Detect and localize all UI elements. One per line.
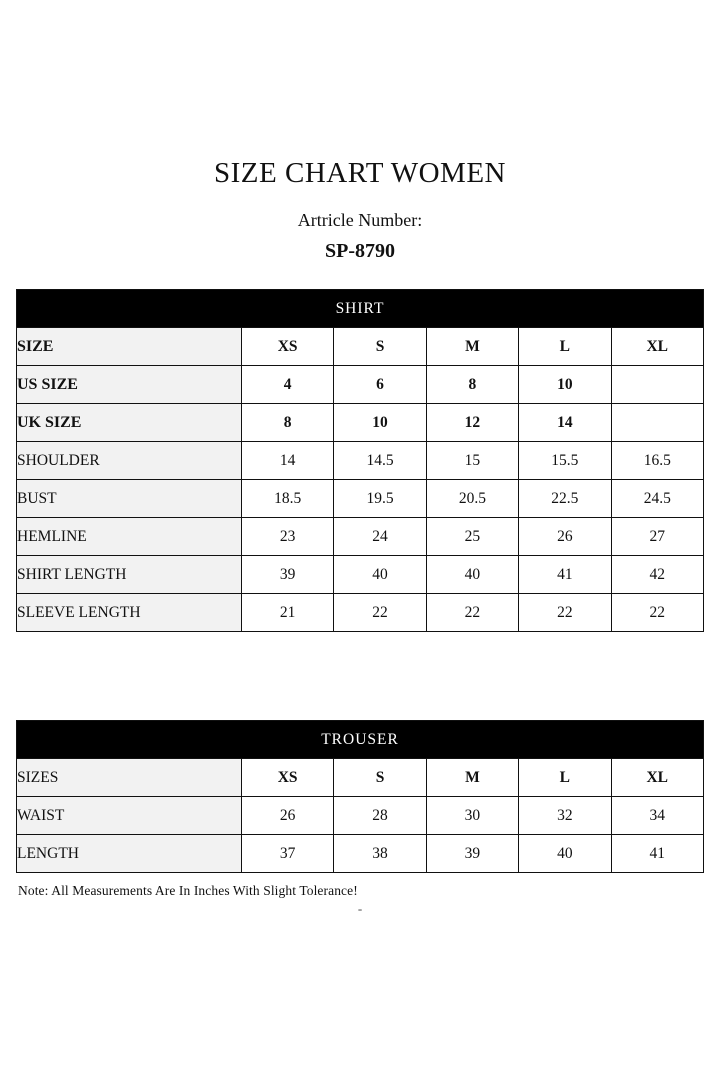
trouser-cell-0-0: 26 [241,797,333,835]
shirt-cell-1-4 [611,404,703,442]
shirt-cell-2-1: 14.5 [334,442,426,480]
shirt-row-label-4: HEMLINE [17,518,242,556]
trouser-cell-1-2: 39 [426,835,518,873]
trouser-banner: TROUSER [17,721,704,759]
shirt-banner: SHIRT [17,290,704,328]
shirt-cell-4-3: 26 [519,518,611,556]
trouser-header-m: M [426,759,518,797]
shirt-cell-1-2: 12 [426,404,518,442]
shirt-header-m: M [426,328,518,366]
trouser-header-l: L [519,759,611,797]
article-number-value: SP-8790 [325,240,395,263]
shirt-cell-5-4: 42 [611,556,703,594]
trouser-header-row [17,759,704,797]
table-row [17,594,704,632]
table-row [17,480,704,518]
shirt-row-label-0: US SIZE [17,366,242,404]
shirt-header-xs: XS [241,328,333,366]
table-row [17,797,704,835]
trouser-size-table [16,720,704,873]
table-row [17,442,704,480]
shirt-cell-1-3: 14 [519,404,611,442]
table-row [17,556,704,594]
trouser-row-label-0: WAIST [17,797,242,835]
shirt-cell-4-1: 24 [334,518,426,556]
trouser-header-xl: XL [611,759,703,797]
shirt-cell-3-4: 24.5 [611,480,703,518]
shirt-cell-6-3: 22 [519,594,611,632]
shirt-row-label-2: SHOULDER [17,442,242,480]
shirt-cell-3-0: 18.5 [241,480,333,518]
shirt-cell-4-2: 25 [426,518,518,556]
trouser-row-label-1: LENGTH [17,835,242,873]
shirt-cell-0-2: 8 [426,366,518,404]
shirt-header-l: L [519,328,611,366]
trouser-cell-0-2: 30 [426,797,518,835]
shirt-cell-4-4: 27 [611,518,703,556]
shirt-header-s: S [334,328,426,366]
footer-mark: - [357,901,363,917]
page-title: SIZE CHART WOMEN [214,157,506,189]
shirt-cell-0-3: 10 [519,366,611,404]
shirt-header-xl: XL [611,328,703,366]
shirt-cell-0-0: 4 [241,366,333,404]
shirt-row-label-1: UK SIZE [17,404,242,442]
shirt-cell-1-1: 10 [334,404,426,442]
trouser-header-label: SIZES [17,759,242,797]
shirt-cell-6-2: 22 [426,594,518,632]
shirt-cell-3-1: 19.5 [334,480,426,518]
shirt-header-row [17,328,704,366]
trouser-table-container [16,632,704,873]
article-number-label: Artricle Number: [297,209,423,230]
shirt-cell-4-0: 23 [241,518,333,556]
shirt-cell-5-0: 39 [241,556,333,594]
shirt-cell-2-4: 16.5 [611,442,703,480]
shirt-header-label: SIZE [17,328,242,366]
shirt-cell-3-3: 22.5 [519,480,611,518]
shirt-cell-5-3: 41 [519,556,611,594]
trouser-header-xs: XS [241,759,333,797]
shirt-size-table [16,289,704,632]
shirt-cell-6-4: 22 [611,594,703,632]
shirt-cell-0-1: 6 [334,366,426,404]
trouser-cell-0-4: 34 [611,797,703,835]
trouser-cell-1-0: 37 [241,835,333,873]
shirt-banner-row [17,290,704,328]
shirt-table-container [16,263,704,632]
trouser-header-s: S [334,759,426,797]
trouser-cell-0-1: 28 [334,797,426,835]
shirt-cell-0-4 [611,366,703,404]
table-row [17,518,704,556]
table-row [17,835,704,873]
trouser-banner-row [17,721,704,759]
measurement-note: Note: All Measurements Are In Inches With Slight Tolerance! [18,883,358,899]
shirt-cell-6-0: 21 [241,594,333,632]
shirt-cell-2-2: 15 [426,442,518,480]
shirt-cell-2-3: 15.5 [519,442,611,480]
trouser-cell-1-1: 38 [334,835,426,873]
shirt-row-label-5: SHIRT LENGTH [17,556,242,594]
trouser-cell-1-3: 40 [519,835,611,873]
shirt-cell-3-2: 20.5 [426,480,518,518]
trouser-cell-0-3: 32 [519,797,611,835]
shirt-cell-1-0: 8 [241,404,333,442]
shirt-cell-5-2: 40 [426,556,518,594]
trouser-cell-1-4: 41 [611,835,703,873]
table-row [17,404,704,442]
shirt-row-label-3: BUST [17,480,242,518]
shirt-cell-5-1: 40 [334,556,426,594]
shirt-cell-6-1: 22 [334,594,426,632]
table-row [17,366,704,404]
shirt-row-label-6: SLEEVE LENGTH [17,594,242,632]
shirt-cell-2-0: 14 [241,442,333,480]
